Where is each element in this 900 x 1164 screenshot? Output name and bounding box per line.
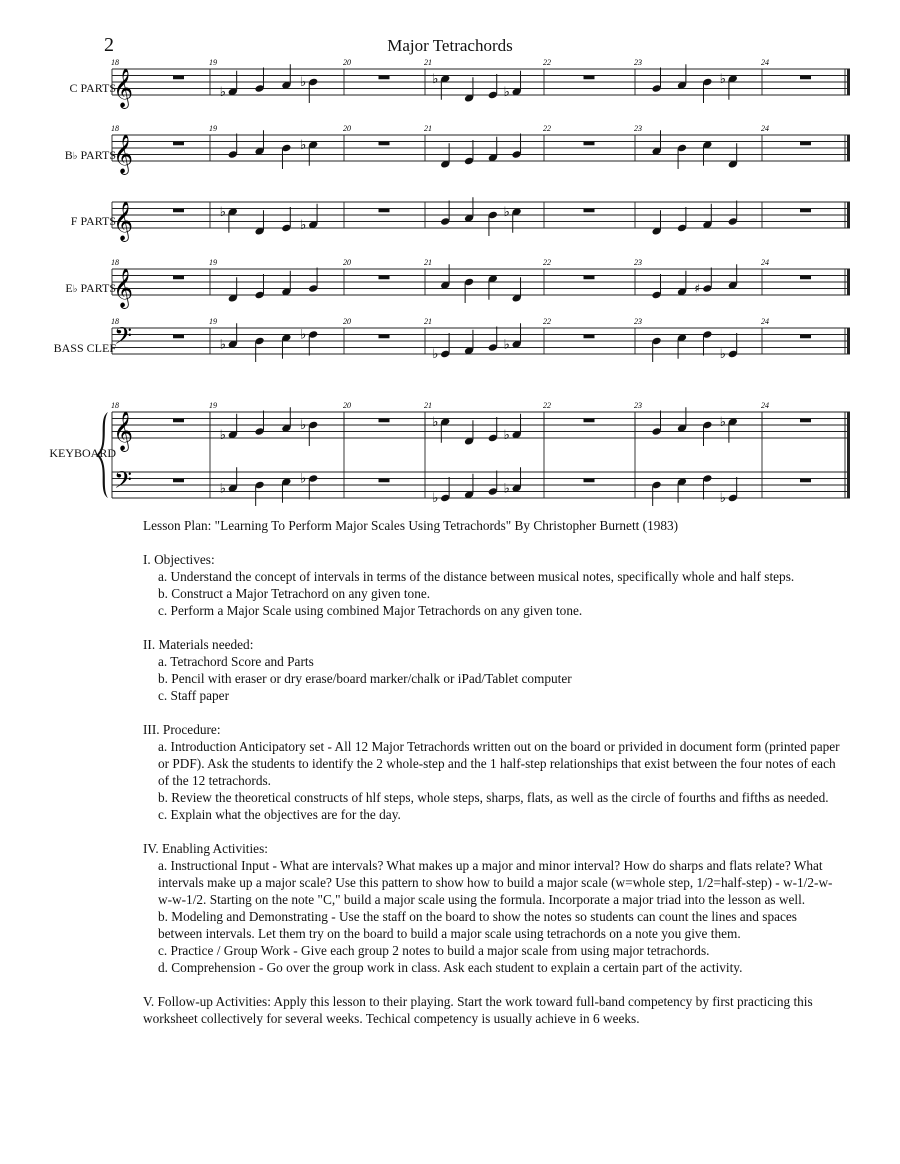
section-heading: III. Procedure: [143, 722, 221, 737]
flat-sign-icon: ♭ [503, 204, 510, 220]
whole-rest-icon [173, 335, 184, 339]
whole-rest-icon [584, 276, 595, 280]
whole-rest-icon [173, 419, 184, 423]
note [702, 140, 712, 165]
note [254, 411, 264, 436]
note [677, 407, 687, 432]
page-number: 2 [104, 34, 114, 56]
note [440, 143, 450, 168]
whole-rest-icon [379, 276, 390, 280]
whole-rest-icon [800, 209, 811, 213]
section-heading: IV. Enabling Activities: [143, 841, 268, 856]
final-bar-line [847, 269, 850, 295]
part-label-c: C PARTS [69, 81, 116, 95]
flat-sign-icon: ♭ [719, 347, 726, 362]
list-item: b. Modeling and Demonstrating - Use the staff on the board to show the notes so students can count the lines and spaces between intervals. Let them try on the board to build a major scale using tetrachords on a note you give them. [158, 909, 797, 941]
whole-rest-icon [173, 209, 184, 213]
note [440, 201, 450, 226]
list-item: a. Introduction Anticipatory set - All 12 Major Tetrachords written out on the board or privided in document form (printed paper or PDF). Ask the students to identify the 2 whole-step and the 1 half-step relationships that exist between the four notes of each of the 12 tetrachords. [158, 739, 840, 788]
whole-rest-icon [379, 142, 390, 146]
page-title: Major Tetrachords [387, 36, 513, 55]
flat-sign-icon: ♭ [72, 284, 78, 295]
note [728, 264, 738, 289]
note [677, 271, 687, 296]
note [488, 471, 498, 496]
part-label-f: F PARTS [70, 214, 116, 228]
whole-rest-icon [584, 76, 595, 80]
note [488, 327, 498, 352]
note [432, 415, 450, 443]
note [651, 411, 661, 436]
note [651, 337, 661, 362]
list-item: b. Pencil with eraser or dry erase/board marker/chalk or iPad/Tablet computer [158, 671, 572, 686]
bass-clef-icon: 𝄢 [114, 322, 133, 355]
measure-number: 19 [209, 258, 217, 267]
note [464, 140, 474, 165]
note [254, 68, 264, 93]
flat-sign-icon: ♭ [72, 151, 78, 162]
bass-clef-icon: 𝄢 [114, 466, 133, 499]
note [254, 274, 264, 299]
note [464, 77, 474, 102]
note [281, 271, 291, 296]
staff [111, 58, 850, 109]
note [702, 330, 712, 355]
note [464, 197, 474, 222]
whole-rest-icon [800, 76, 811, 80]
flat-sign-icon: ♭ [219, 337, 226, 353]
whole-rest-icon [584, 479, 595, 483]
list-item: a. Instructional Input - What are intervals? What makes up a major and minor interval? How do sharps and flats relate? What intervals make up a major scale? Use this pattern to show how to build a major scale (w=whole step, 1/2=half-step) - w-1/2-w-w-w-1/2. Starting on the note "C," build a major scale using the formula. Incorporate a major triad into the lesson as well. [158, 858, 833, 907]
note [300, 75, 318, 103]
note [254, 130, 264, 155]
part-label-keyboard: KEYBOARD [49, 446, 116, 460]
note [488, 274, 498, 299]
note [694, 268, 712, 296]
note [281, 477, 291, 502]
whole-rest-icon [173, 76, 184, 80]
measure-number: 18 [111, 58, 119, 67]
note [254, 210, 264, 235]
flat-sign-icon: ♭ [432, 414, 439, 430]
flat-sign-icon: ♭ [219, 481, 226, 497]
materials-section [143, 636, 843, 704]
whole-rest-icon [379, 335, 390, 339]
part-label-bass-clef: BASS CLEF [53, 341, 116, 355]
music-score [0, 0, 900, 510]
note [720, 415, 738, 443]
treble-clef-icon: 𝄞 [113, 268, 134, 308]
whole-rest-icon [584, 209, 595, 213]
flat-sign-icon: ♭ [432, 491, 439, 506]
flat-sign-icon: ♭ [219, 427, 226, 443]
measure-number: 19 [209, 317, 217, 326]
note [651, 130, 661, 155]
note [728, 143, 738, 168]
flat-sign-icon: ♭ [219, 84, 226, 100]
note [281, 407, 291, 432]
note [651, 68, 661, 93]
measure-number: 18 [111, 317, 119, 326]
treble-clef-icon: 𝄞 [113, 411, 134, 451]
measure-number: 23 [634, 317, 642, 326]
note [651, 274, 661, 299]
note [464, 420, 474, 445]
measure-number: 23 [634, 58, 642, 67]
list-item: b. Review the theoretical constructs of hlf steps, whole steps, sharps, flats, as well as the circle of fourths and fifths as needed. [158, 790, 829, 805]
whole-rest-icon [584, 335, 595, 339]
measure-number: 22 [543, 401, 551, 410]
staff [111, 258, 850, 309]
flat-sign-icon: ♭ [503, 481, 510, 497]
final-bar-line [847, 202, 850, 228]
note [702, 474, 712, 499]
section-heading: I. Objectives: [143, 552, 215, 567]
staff [111, 401, 850, 452]
lesson-plan [143, 517, 843, 1027]
flat-sign-icon: ♭ [300, 327, 307, 343]
whole-rest-icon [800, 335, 811, 339]
note [488, 137, 498, 162]
note [488, 74, 498, 99]
flat-sign-icon: ♭ [300, 418, 307, 433]
measure-number: 22 [543, 258, 551, 267]
measure-number: 21 [424, 401, 432, 410]
note [702, 78, 712, 103]
list-item: c. Practice / Group Work - Give each group 2 notes to build a major scale from using major tetrachords. [158, 943, 710, 958]
whole-rest-icon [173, 276, 184, 280]
measure-number: 24 [761, 317, 769, 326]
measure-number: 20 [343, 317, 351, 326]
lesson-title: Lesson Plan: "Learning To Perform Major Scales Using Tetrachords" By Christopher Burnett (1983) [143, 518, 679, 533]
note [464, 278, 474, 303]
note [651, 210, 661, 235]
whole-rest-icon [800, 479, 811, 483]
whole-rest-icon [800, 142, 811, 146]
list-item: b. Construct a Major Tetrachord on any given tone. [158, 586, 431, 601]
measure-number: 18 [111, 124, 119, 133]
flat-sign-icon: ♭ [219, 204, 226, 220]
staff [111, 124, 850, 175]
list-item: c. Perform a Major Scale using combined Major Tetrachords on any given tone. [158, 603, 583, 618]
flat-sign-icon: ♭ [300, 137, 307, 153]
treble-clef-icon: 𝄞 [113, 68, 134, 108]
note [702, 421, 712, 446]
note [488, 417, 498, 442]
note [300, 328, 318, 356]
note [728, 201, 738, 226]
procedure-section [143, 721, 843, 823]
flat-sign-icon: ♭ [719, 491, 726, 506]
note [702, 204, 712, 229]
note [308, 268, 318, 293]
flat-sign-icon: ♭ [432, 347, 439, 362]
list-item: a. Tetrachord Score and Parts [158, 654, 314, 669]
measure-number: 19 [209, 124, 217, 133]
measure-number: 19 [209, 58, 217, 67]
final-bar-line [847, 69, 850, 95]
treble-clef-icon: 𝄞 [113, 201, 134, 241]
flat-sign-icon: ♭ [719, 71, 726, 87]
score-notation [0, 0, 900, 510]
note [281, 207, 291, 232]
staff [112, 197, 850, 242]
whole-rest-icon [379, 76, 390, 80]
flat-sign-icon: ♭ [719, 414, 726, 430]
note [464, 474, 474, 499]
note [228, 277, 238, 302]
measure-number: 18 [111, 401, 119, 410]
final-bar-line [847, 412, 850, 498]
enabling-activities-section [143, 840, 843, 976]
final-bar-line [847, 135, 850, 161]
objectives-section [143, 551, 843, 619]
measure-number: 20 [343, 401, 351, 410]
measure-number: 22 [543, 317, 551, 326]
note [281, 144, 291, 169]
part-label-e-flat: E♭ PARTS [65, 281, 116, 295]
measure-number: 21 [424, 124, 432, 133]
staff [111, 317, 850, 362]
final-bar-line [847, 328, 850, 354]
measure-number: 23 [634, 258, 642, 267]
note [281, 333, 291, 358]
flat-sign-icon: ♭ [300, 75, 307, 90]
sharp-sign-icon: ♯ [694, 281, 701, 296]
note [677, 333, 687, 358]
part-label-b-flat: B♭ PARTS [64, 148, 116, 162]
measure-number: 24 [761, 58, 769, 67]
whole-rest-icon [800, 419, 811, 423]
measure-number: 22 [543, 58, 551, 67]
whole-rest-icon [584, 419, 595, 423]
list-item: c. Explain what the objectives are for the day. [158, 807, 401, 822]
flat-sign-icon: ♭ [300, 217, 307, 233]
list-item: d. Comprehension - Go over the group work in class. Ask each student to explain a certain part of the activity. [158, 960, 743, 975]
measure-number: 23 [634, 124, 642, 133]
flat-sign-icon: ♭ [432, 71, 439, 87]
whole-rest-icon [584, 142, 595, 146]
measure-number: 21 [424, 58, 432, 67]
flat-sign-icon: ♭ [300, 471, 307, 487]
note [440, 264, 450, 289]
note [677, 207, 687, 232]
measure-number: 18 [111, 258, 119, 267]
measure-number: 20 [343, 258, 351, 267]
note [300, 418, 318, 446]
note [512, 277, 522, 302]
treble-clef-icon: 𝄞 [113, 134, 134, 174]
measure-number: 22 [543, 124, 551, 133]
measure-number: 20 [343, 124, 351, 133]
section-heading: II. Materials needed: [143, 637, 254, 652]
whole-rest-icon [173, 142, 184, 146]
note [512, 134, 522, 159]
note [464, 330, 474, 355]
measure-number: 21 [424, 258, 432, 267]
whole-rest-icon [379, 209, 390, 213]
note [488, 211, 498, 236]
note [300, 472, 318, 500]
measure-number: 24 [761, 401, 769, 410]
note [254, 337, 264, 362]
flat-sign-icon: ♭ [503, 84, 510, 100]
measure-number: 23 [634, 401, 642, 410]
whole-rest-icon [173, 479, 184, 483]
whole-rest-icon [379, 479, 390, 483]
measure-number: 24 [761, 258, 769, 267]
note [281, 64, 291, 89]
note [677, 144, 687, 169]
measure-number: 20 [343, 58, 351, 67]
note [651, 481, 661, 506]
whole-rest-icon [800, 276, 811, 280]
measure-number: 21 [424, 317, 432, 326]
note [228, 134, 238, 159]
flat-sign-icon: ♭ [503, 337, 510, 353]
staff [112, 466, 850, 506]
list-item: c. Staff paper [158, 688, 230, 703]
followup-activities: V. Follow-up Activities: Apply this lesson to their playing. Start the work toward full-band competency by first practicing this worksheet collectively for several weeks. Techical competency is usually achieve in 6 weeks. [143, 994, 813, 1026]
note [677, 64, 687, 89]
whole-rest-icon [379, 419, 390, 423]
note [677, 477, 687, 502]
list-item: a. Understand the concept of intervals in terms of the distance between musical notes, specifically whole and half steps. [158, 569, 795, 584]
flat-sign-icon: ♭ [503, 427, 510, 443]
measure-number: 19 [209, 401, 217, 410]
note [254, 481, 264, 506]
measure-number: 24 [761, 124, 769, 133]
